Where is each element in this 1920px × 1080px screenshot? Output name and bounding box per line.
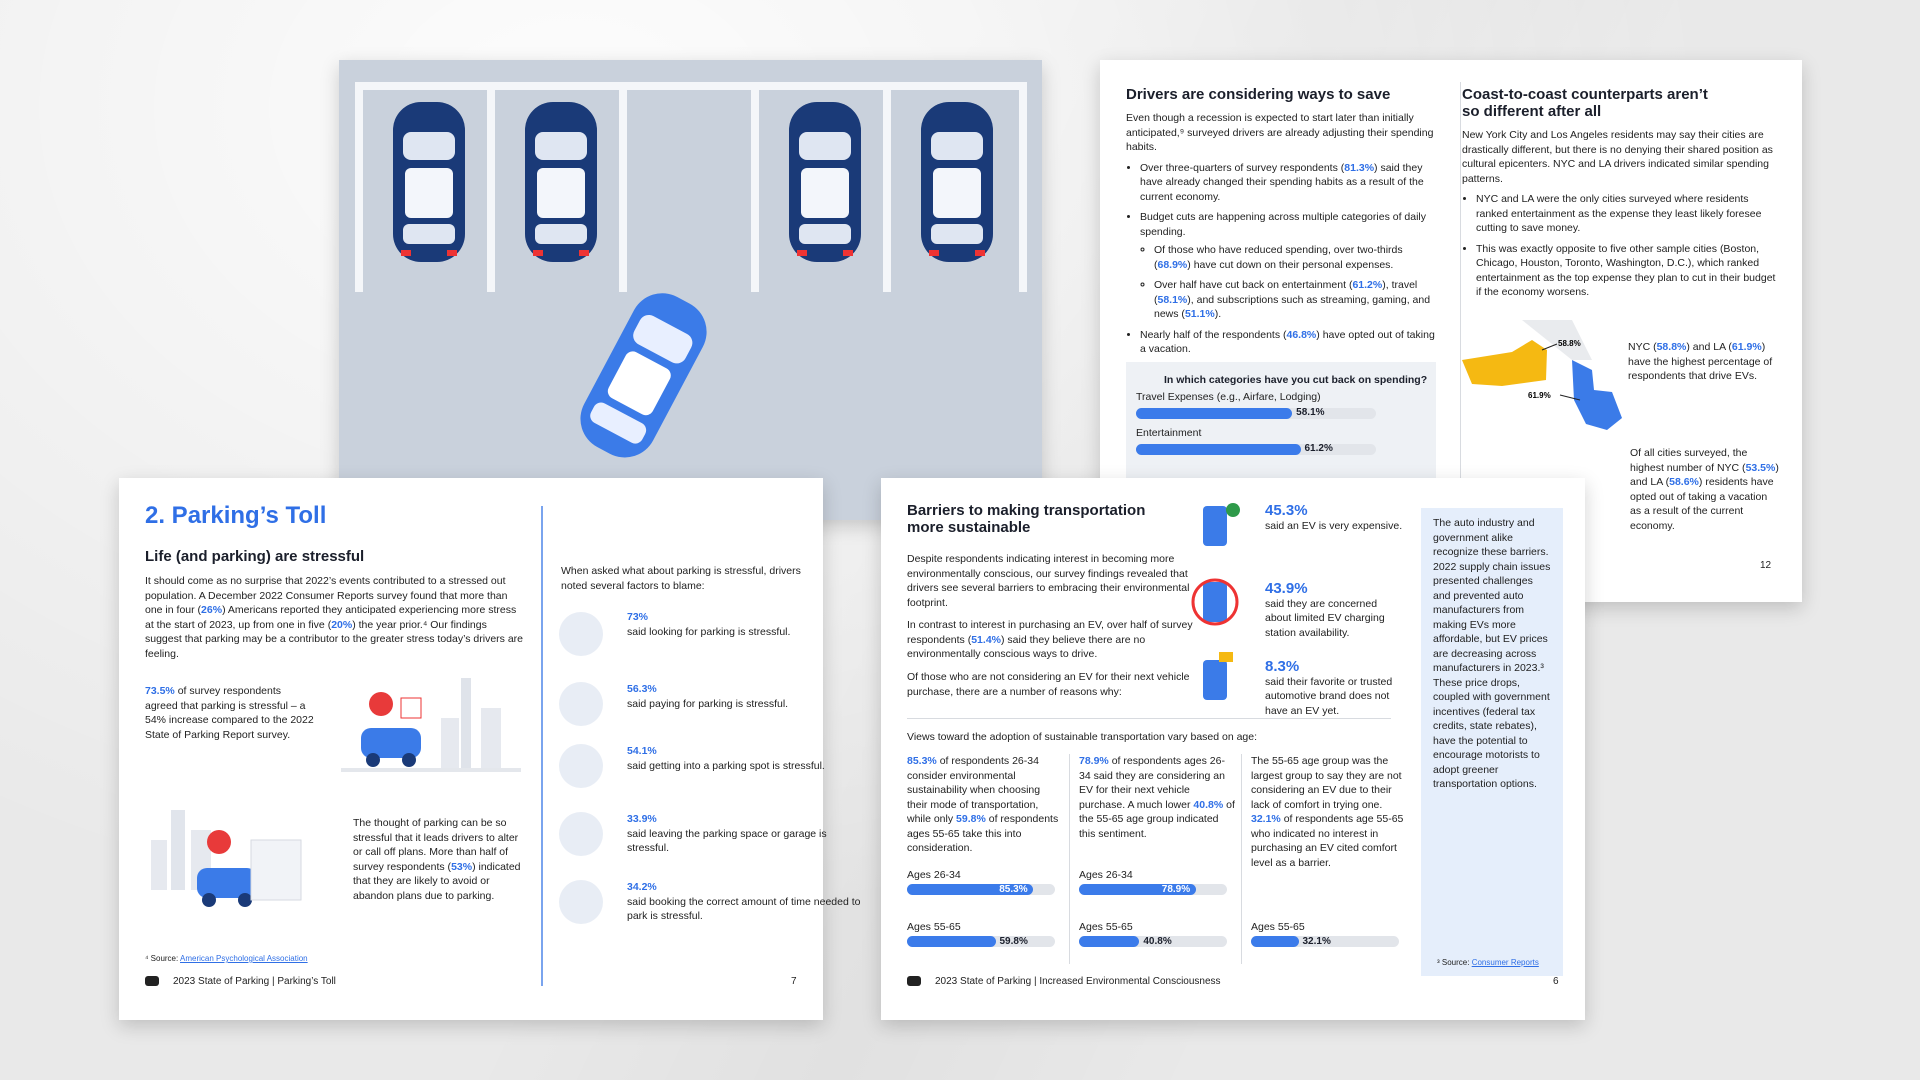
coast-bullets (1462, 192, 1782, 300)
list-item: • Nearly half of the respondents (46.8%) have opted out of taking a vacation. (1140, 328, 1436, 357)
ways-to-save-column (1126, 86, 1436, 363)
views-title: Views toward the adoption of sustainable transportation vary based on age: (907, 731, 1258, 743)
list-item: • Budget cuts are happening across multiple categories of daily spending. ◦ Of those who have reduced spending, over two-thirds (68.9%) have cut down on their personal expenses. ◦ Over half have cut back on entertainment (61.2%), travel (58.1%), and subscriptions such as streaming, gaming, and news (51.1%). (1140, 210, 1436, 322)
chart-bar (1136, 444, 1301, 455)
ev-stat: 43.9% said they are concerned about limited EV charging station availability. (1265, 580, 1385, 639)
sidebar-callout (1421, 508, 1563, 976)
factor-item: 73% said looking for parking is stressful. (627, 611, 791, 638)
alarm-clock-icon (559, 880, 603, 924)
intro-paragraph: It should come as no surprise that 2022’s events contributed to a stressed out population. A December 2022 Consumer Reports survey found that more than one in four (26%) Americans reported they anticipated experiencing more stress at the start of 2023, up from one in five (20%) the year prior.⁴ Our findings suggest that parking may be a contributor to the greater stress today’s drivers are feeling. (145, 575, 523, 660)
chart-bar (1136, 408, 1292, 419)
age-bar (1079, 936, 1139, 947)
age-bar (907, 936, 996, 947)
factor-item: 34.2% said booking the correct amount of time needed to park is stressful. (627, 881, 861, 922)
page-footer: 2023 State of Parking | Parking’s Toll (173, 976, 336, 987)
map1-text: NYC (58.8%) and LA (61.9%) have the highest percentage of respondents that drive EVs. (1628, 341, 1773, 382)
map-ca-label: 61.9% (1528, 391, 1551, 400)
ways-to-save-title: Drivers are considering ways to save (1126, 86, 1391, 103)
age-bar-value: 32.1% (1302, 936, 1331, 947)
factors-intro: When asked what about parking is stressful, drivers noted several factors to blame: (561, 565, 801, 592)
page-footer: 2023 State of Parking | Increased Environmental Consciousness (935, 976, 1221, 987)
ev-stat: 8.3% said their favorite or trusted automotive brand does not have an EV yet. (1265, 658, 1393, 717)
page-number: 6 (1553, 976, 1559, 987)
city-alert-illustration (141, 800, 311, 910)
parking-spot-icon (559, 744, 603, 788)
list-item: ◦ Over half have cut back on entertainment (61.2%), travel (58.1%), and subscriptions such as streaming, gaming, and news (51.1%). (1154, 278, 1436, 322)
stat-avoid-plans: The thought of parking can be so stressful that it leads drivers to alter or call off plans. More than half of survey respondents (53%) indicated that they are likely to avoid or abandon plans due to parking. (353, 817, 521, 902)
coast-column (1462, 86, 1782, 306)
source-link[interactable]: Consumer Reports (1471, 958, 1539, 967)
age-label: Ages 55-65 (1251, 921, 1305, 933)
parking-search-icon (559, 612, 603, 656)
section-title: 2. Parking’s Toll (145, 502, 327, 529)
report-page-7 (119, 478, 861, 1020)
age-bars (881, 478, 1421, 1020)
ways-to-save-bullets (1126, 161, 1436, 357)
coast-title: Coast-to-coast counterparts aren’t so different after all (1462, 86, 1708, 120)
stat-stressful: 73.5% of survey respondents agreed that parking is stressful – a 54% increase compared to the 2022 State of Parking Report survey. (145, 685, 314, 741)
factor-item: 56.3% said paying for parking is stressful. (627, 683, 789, 710)
sidebar-text: The auto industry and government alike recognize these barriers. 2022 supply chain issues presented challenges and prevented auto manufacturers from making EVs more affordable, but EV prices are decreasing across manufacturers in 2023.³ These price drops, coupled with government incentives (federal tax credits, state rebates), have the potential to encourage motorists to adopt greener transportation options. (1433, 517, 1551, 790)
age-bar-value: 78.9% (1161, 884, 1191, 895)
map-ny-label: 58.8% (1558, 339, 1581, 348)
parking-lot-illustration (339, 60, 1042, 520)
age-label: Ages 26-34 (1079, 869, 1133, 881)
map2-text: Of all cities surveyed, the highest number of NYC (53.5%) and LA (58.6%) residents have opted out of taking a vacation as a result of the current economy. (1630, 447, 1779, 532)
ways-to-save-intro: Even though a recession is expected to start later than initially anticipated,⁹ surveyed drivers are already adjusting their spending habits. (1126, 112, 1434, 153)
column-divider (541, 506, 543, 986)
car-icon (145, 976, 159, 986)
list-item: • This was exactly opposite to five other sample cities (Boston, Chicago, Houston, Toronto, Washington, D.C.), which ranked entertainment as the top expense they plan to cut in their budget if the economy worsens. (1476, 242, 1782, 300)
age-col-1: 85.3% of respondents 26-34 consider environmental sustainability when choosing their mode of transportation, while only 59.8% of respondents ages 55-65 take this into consideration. (907, 755, 1059, 854)
barriers-title: Barriers to making transportation more sustainable (907, 502, 1146, 536)
car-icon (907, 976, 921, 986)
age-label: Ages 55-65 (1079, 921, 1133, 933)
barriers-p2: In contrast to interest in purchasing an EV, over half of survey respondents (51.4%) said they believe there are no environmentally conscious ways to drive. (907, 619, 1193, 660)
ev-stat: 45.3% said an EV is very expensive. (1265, 502, 1403, 532)
parking-meter-icon (559, 682, 603, 726)
source-note: ⁴ Source: American Psychological Association (145, 954, 308, 963)
source-link[interactable]: American Psychological Association (180, 954, 308, 963)
age-bar-value: 40.8% (1143, 936, 1172, 947)
age-col-2: 78.9% of respondents ages 26-34 said they are considering an EV for their next vehicle purchase. A much lower 40.8% of the 55-65 age group indicated this sentiment. (1079, 755, 1235, 840)
age-bar (1251, 936, 1299, 947)
age-bar-value: 85.3% (999, 884, 1028, 895)
list-item: • Over three-quarters of survey respondents (81.3%) said they have already changed their spending habits as a result of the current economy. (1140, 161, 1436, 205)
age-col-3: The 55-65 age group was the largest group to say they are not considering an EV due to their lack of comfort in trying one. 32.1% of respondents age 55-65 who indicated no interest in purchasing an EV cited comfort level as a barrier. (1251, 755, 1404, 869)
list-item: • NYC and LA were the only cities surveyed where residents ranked entertainment as the expense they least likely foresee cutting to save money. (1476, 192, 1782, 236)
chart-category-label: Entertainment (1136, 427, 1202, 439)
page-number: 12 (1760, 560, 1772, 571)
report-page-6 (881, 478, 1585, 1020)
city-car-illustration (341, 668, 521, 778)
age-label: Ages 26-34 (907, 869, 961, 881)
coast-intro: New York City and Los Angeles residents may say their cities are drastically different, but there is no denying their shared position as cultural epicenters. NYC and LA drivers indicated similar spending patterns. (1462, 129, 1773, 185)
chart-value-label: 61.2% (1304, 443, 1333, 454)
barriers-p3: Of those who are not considering an EV for their next vehicle purchase, there are a number of reasons why: (907, 671, 1190, 698)
factor-item: 33.9% said leaving the parking space or garage is stressful. (627, 813, 827, 854)
map-ny-ca (1462, 320, 1642, 430)
barriers-p1: Despite respondents indicating interest in becoming more environmentally conscious, our survey findings revealed that drivers see several barriers to embracing their environmental footprint. (907, 553, 1190, 609)
chart-category-label: Travel Expenses (e.g., Airfare, Lodging) (1136, 391, 1321, 403)
age-label: Ages 55-65 (907, 921, 961, 933)
chart-value-label: 58.1% (1296, 407, 1325, 418)
cars-graphic (339, 60, 1042, 520)
chart-title: In which categories have you cut back on spending? (1164, 374, 1428, 386)
source-note: ³ Source: Consumer Reports (1437, 958, 1539, 967)
page-number: 7 (791, 976, 797, 987)
subtitle: Life (and parking) are stressful (145, 548, 365, 565)
age-bar-value: 59.8% (999, 936, 1028, 947)
factor-item: 54.1% said getting into a parking spot is stressful. (627, 745, 825, 772)
garage-icon (559, 812, 603, 856)
list-item: ◦ Of those who have reduced spending, over two-thirds (68.9%) have cut down on their personal expenses. (1154, 243, 1436, 272)
